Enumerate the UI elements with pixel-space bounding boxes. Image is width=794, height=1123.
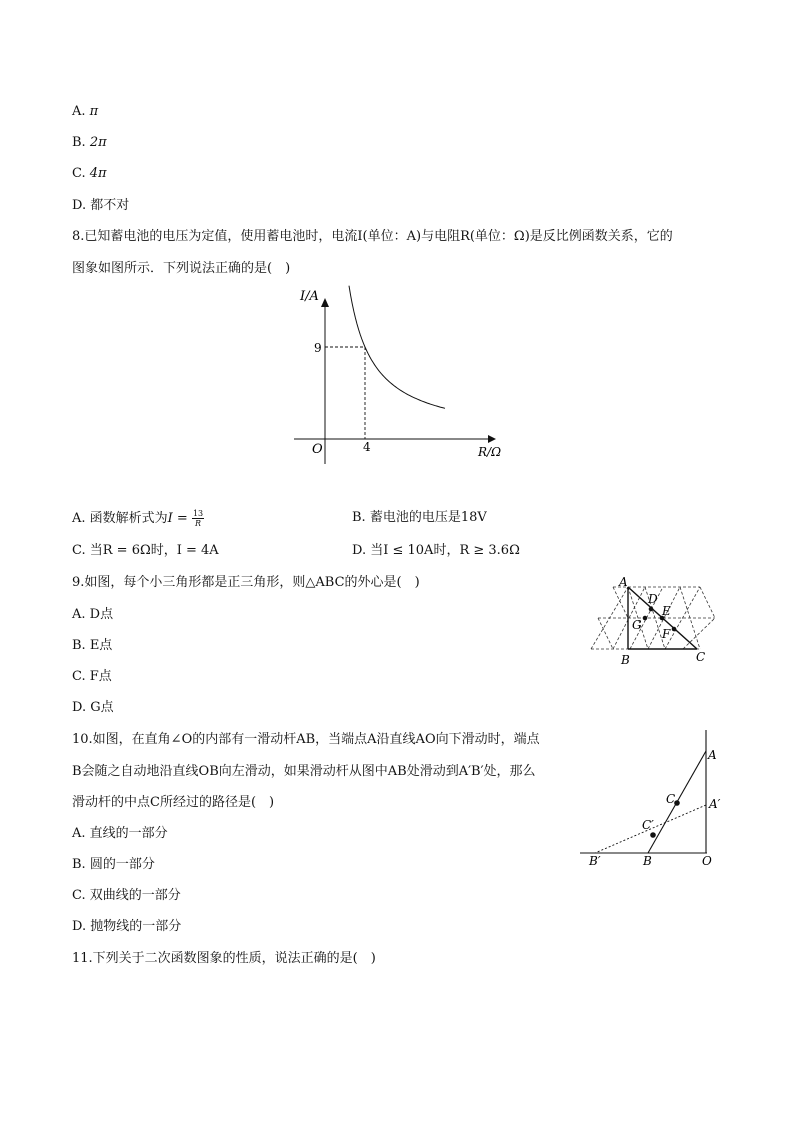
label-e: E	[662, 604, 671, 618]
q9-option-b: B. E点	[72, 638, 113, 653]
q11-stem: 11.下列关于二次函数图象的性质，说法正确的是( )	[72, 951, 376, 966]
q10-option-d: D. 抛物线的一部分	[72, 919, 182, 934]
label-b2: B′	[589, 854, 601, 868]
label-f: F	[662, 627, 671, 641]
q10-stem-line2: B会随之自动地沿直线OB向左滑动，如果滑动杆从图中AB处滑动到A′B′处，那么	[72, 764, 536, 779]
x-axis-label: R/Ω	[478, 445, 502, 459]
q8-option-a: A. 函数解析式为I = $\frac{13}{R}$	[72, 509, 204, 528]
label-c: C	[666, 792, 676, 806]
midpoint-c2	[650, 832, 656, 838]
label-c2: C′	[642, 818, 654, 832]
y-axis-arrow	[321, 298, 329, 307]
label-b: B	[643, 854, 652, 868]
y-tick-label: 9	[314, 341, 322, 355]
q9-option-c: C. F点	[72, 669, 112, 684]
q9-option-a: A. D点	[72, 607, 114, 622]
label-g: G	[632, 618, 642, 632]
label-a: A	[708, 748, 717, 762]
q10-stem-line3: 滑动杆的中点C所经过的路径是( )	[72, 795, 275, 810]
q10-sliding-rod-figure	[575, 725, 740, 870]
q8-option-b: B. 蓄电池的电压是18V	[352, 510, 487, 525]
fraction: $\frac{13}{R}$	[192, 509, 204, 528]
q8-stem-line1: 8.已知蓄电池的电压为定值，使用蓄电池时，电流I(单位：A)与电阻R(单位：Ω)是反比例函数关系，它的	[72, 229, 673, 244]
x-axis-arrow	[488, 435, 496, 443]
q8-stem-line2: 图象如图所示．下列说法正确的是( )	[72, 261, 291, 276]
q10-option-a: A. 直线的一部分	[72, 826, 168, 841]
point-d	[649, 607, 654, 612]
inverse-curve	[349, 286, 445, 409]
option-d: D. 都不对	[72, 198, 130, 213]
q8-option-d: D. 当I ≤ 10A时，R ≥ 3.6Ω	[352, 543, 520, 558]
q10-stem-line1: 10.如图，在直角∠O的内部有一滑动杆AB，当端点A沿直线AO向下滑动时，端点	[72, 732, 540, 747]
label-o: O	[702, 854, 712, 868]
label-b: B	[621, 653, 630, 667]
label-a: A	[619, 575, 628, 589]
q9-option-d: D. G点	[72, 700, 114, 715]
point-f	[672, 627, 677, 632]
point-g	[643, 616, 648, 621]
label-d: D	[648, 592, 658, 606]
origin-label: O	[312, 442, 323, 457]
q8-inverse-function-graph	[288, 282, 518, 464]
x-tick-label: 4	[363, 440, 371, 454]
option-c: C. 4π	[72, 166, 107, 181]
q9-triangle-grid-figure	[585, 572, 725, 670]
label-a2: A′	[709, 797, 721, 811]
q10-option-b: B. 圆的一部分	[72, 857, 155, 872]
y-axis-label: I/A	[300, 289, 319, 304]
q10-option-c: C. 双曲线的一部分	[72, 888, 181, 903]
option-b: B. 2π	[72, 135, 107, 150]
label-c: C	[696, 650, 706, 664]
q8-option-c: C. 当R = 6Ω时，I = 4A	[72, 543, 219, 558]
option-a: A. π	[72, 104, 99, 119]
q9-stem: 9.如图，每个小三角形都是正三角形，则△ABC的外心是( )	[72, 575, 420, 590]
